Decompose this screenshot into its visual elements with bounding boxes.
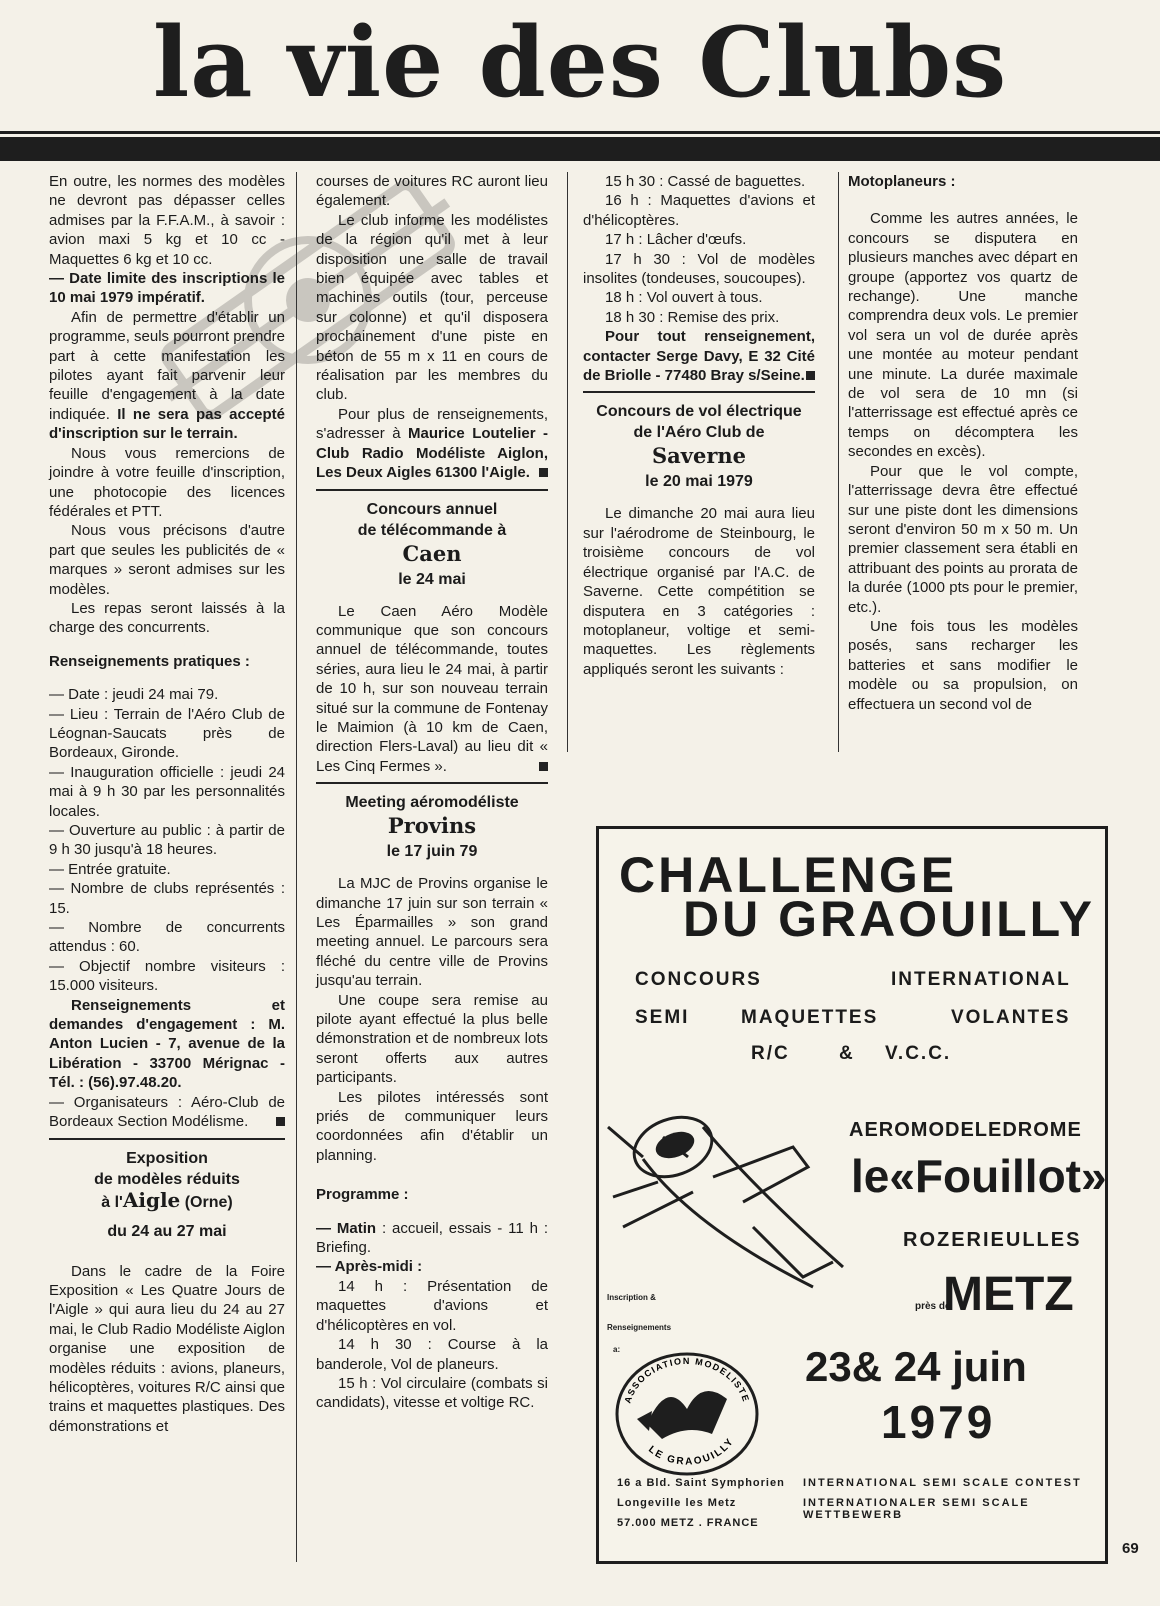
ad-inscription: Inscription & bbox=[607, 1293, 656, 1302]
paragraph: Une fois tous les modèles posés, sans recharger les batteries et sans modifier le modèle ou sa propulsion, on effectuera un second vol de bbox=[848, 617, 1078, 713]
list-item: — Entrée gratuite. bbox=[49, 860, 171, 878]
list-item: — Nombre de concurrents attendus : 60. bbox=[49, 919, 285, 956]
heading-date: du 24 au 27 mai bbox=[107, 1222, 227, 1240]
ad-title: CHALLENGE bbox=[619, 847, 958, 903]
heading-line: de modèles réduits bbox=[94, 1170, 240, 1188]
section-heading: Renseignements pratiques : bbox=[49, 652, 250, 670]
article-heading bbox=[316, 499, 548, 590]
paragraph: Les repas seront laissés à la charge des concurrents. bbox=[49, 599, 285, 637]
airplane-illustration-icon bbox=[603, 1087, 853, 1317]
ad-word: MAQUETTES bbox=[741, 1007, 879, 1028]
list-item: — Date : jeudi 24 mai 79. bbox=[49, 686, 219, 704]
column-2 bbox=[316, 172, 548, 1413]
ad-inscription: Renseignements bbox=[607, 1323, 672, 1332]
end-mark-icon bbox=[539, 762, 548, 771]
heading-line: Exposition bbox=[126, 1149, 208, 1167]
end-mark-icon bbox=[276, 1117, 285, 1126]
list-item: — Nombre de clubs représentés : 15. bbox=[49, 880, 285, 917]
heading-date: le 24 mai bbox=[398, 570, 466, 588]
divider bbox=[583, 391, 815, 393]
advertisement-challenge-graouilly bbox=[596, 826, 1108, 1564]
text: Pour tout renseignement, contacter Serge Davy, E 32 Cité de Briolle - 77480 Bray s/Seine. bbox=[583, 328, 815, 385]
paragraph: Nous vous précisons d'autre part que seules les publicités de « marques » seront admises sur les modèles. bbox=[49, 522, 285, 598]
ad-word: CONCOURS bbox=[635, 969, 762, 990]
section-heading: Programme : bbox=[316, 1186, 409, 1204]
ad-address: Longeville les Metz bbox=[617, 1497, 737, 1509]
list-item: — Inauguration officielle : jeudi 24 mai à 9 h 30 par les personnalités locales. bbox=[49, 763, 285, 820]
ad-venue: le«Fouillot» bbox=[851, 1150, 1107, 1202]
list-item bbox=[316, 1219, 548, 1258]
ad-pres: près de bbox=[915, 1301, 951, 1312]
column-separator bbox=[567, 172, 568, 752]
list-item: — Lieu : Terrain de l'Aéro Club de Léognan-Saucats près de Bordeaux, Gironde. bbox=[49, 705, 285, 762]
text: Il ne sera pas accepté d'inscription sur le terrain. bbox=[49, 405, 285, 443]
list-item: 15 h 30 : Cassé de baguettes. bbox=[605, 173, 806, 190]
list-item: 18 h 30 : Remise des prix. bbox=[605, 308, 780, 326]
heading-line: Concours de vol électrique bbox=[596, 403, 802, 421]
text: — Organisateurs : Aéro-Club de Bordeaux Section Modélisme. bbox=[49, 1093, 285, 1131]
article-heading bbox=[583, 401, 815, 492]
heading-line: de l'Aéro Club de bbox=[633, 424, 765, 442]
paragraph: Le dimanche 20 mai aura lieu sur l'aérodrome de Steinbourg, le troisième concours de vol électrique organisé par l'A.C. de Saverne. Cette compétition se disputera en 3 catégories : motoplaneur, voltige et semi-maquettes. Les règlements appliqués seront les suivants : bbox=[583, 505, 815, 678]
paragraph: Comme les autres années, le concours se disputera en plusieurs manches avec départ en groupe (apportez vos quartz de rechange). Une manche comprendra deux vols. Le premier vol sera un vol de durée après une montée au moteur pendant une minute. La durée maximale de vol sera de 10 mn (si l'atterrissage est effectué après ce temps on décomptera les secondes en excès). bbox=[848, 210, 1078, 461]
list-item: 14 h 30 : Course à la banderole, Vol de planeurs. bbox=[316, 1336, 548, 1373]
ad-word: R/C bbox=[751, 1043, 790, 1064]
heading-text: (Orne) bbox=[180, 1193, 233, 1211]
header-rule bbox=[0, 131, 1160, 161]
heading-line: de télécommande à bbox=[357, 521, 507, 539]
list-item: — Objectif nombre visiteurs : 15.000 visiteurs. bbox=[49, 957, 285, 995]
paragraph: Le club informe les modélistes de la région qu'il met à leur disposition une salle de travail bien équipée avec tables et machines outils (tour, perceuse sur colonne) et qu'il disposera prochainement d'une piste en béton de 55 m x 11 en cours de réalisation par les membres du club. bbox=[316, 211, 548, 404]
ad-inscription: a: bbox=[613, 1345, 621, 1354]
heading-date: le 20 mai 1979 bbox=[645, 473, 753, 491]
column-3 bbox=[583, 172, 815, 679]
page-number: 69 bbox=[1122, 1540, 1139, 1557]
ad-word: VOLANTES bbox=[951, 1007, 1071, 1028]
svg-text:ASSOCIATION MODELISTE bbox=[622, 1356, 751, 1405]
ad-contest: INTERNATIONALER SEMI SCALE WETTBEWERB bbox=[803, 1497, 1030, 1521]
heading-city: Aigle bbox=[122, 1187, 181, 1212]
list-item: — Ouverture au public : à partir de 9 h 30 jusqu'à 18 heures. bbox=[49, 822, 285, 859]
end-mark-icon bbox=[806, 371, 815, 380]
heading-city: Caen bbox=[402, 540, 462, 566]
heading-date: le 17 juin 79 bbox=[386, 843, 478, 861]
section-heading: Motoplaneurs : bbox=[848, 173, 956, 190]
list-item: — Après-midi : bbox=[316, 1258, 423, 1276]
list-item: 18 h : Vol ouvert à tous. bbox=[605, 289, 763, 307]
column-separator bbox=[838, 172, 839, 752]
paragraph: Nous vous remercions de joindre à votre feuille d'inscription, une photocopie des licences fédérales et PTT. bbox=[49, 444, 285, 520]
svg-text:LE GRAOUILLY bbox=[646, 1436, 737, 1468]
paragraph: La MJC de Provins organise le dimanche 17 juin sur son terrain « Les Éparmailles » son grand meeting annuel. Le parcours sera fléché du centre ville de Provins jusqu'au terrain. bbox=[316, 875, 548, 990]
logo-bottom-text: LE GRAOUILLY bbox=[646, 1435, 737, 1468]
page-title: la vie des Clubs bbox=[152, 6, 1008, 119]
ad-year: 1979 bbox=[881, 1396, 996, 1448]
paragraph: Pour que le vol compte, l'atterrissage devra être effectué sur une piste dont les dimensions seront d'environ 50 m x 50 m. Un premier classement sera établi en attribuant des points au prorata de la durée (1000 pts pour le premier, etc.). bbox=[848, 462, 1078, 616]
logo-top-text: ASSOCIATION MODELISTE bbox=[622, 1355, 752, 1405]
divider bbox=[316, 782, 548, 784]
paragraph bbox=[49, 1093, 285, 1132]
list-item: 15 h : Vol circulaire (combats si candidats), vitesse et voltige RC. bbox=[316, 1374, 548, 1412]
ad-address: 57.000 METZ . FRANCE bbox=[617, 1517, 759, 1529]
ad-word: V.C.C. bbox=[885, 1043, 952, 1064]
list-item: 16 h : Maquettes d'avions et d'hélicoptères. bbox=[583, 192, 815, 229]
ad-word: & bbox=[839, 1043, 855, 1064]
club-logo-icon bbox=[607, 1339, 767, 1479]
paragraph bbox=[316, 405, 548, 483]
list-item: 14 h : Présentation de maquettes d'avions et d'hélicoptères en vol. bbox=[316, 1277, 548, 1334]
list-item: 17 h 30 : Vol de modèles insolites (tondeuses, soucoupes). bbox=[583, 250, 815, 288]
ad-address: 16 a Bld. Saint Symphorien bbox=[617, 1477, 785, 1489]
heading-city: Saverne bbox=[651, 443, 747, 469]
divider bbox=[49, 1138, 285, 1140]
paragraph: Une coupe sera remise au pilote ayant effectué la plus belle démonstration et de nombreux lots seront offerts aux autres participants. bbox=[316, 991, 548, 1087]
article-heading bbox=[49, 1148, 285, 1242]
paragraph bbox=[49, 308, 285, 444]
paragraph bbox=[316, 602, 548, 777]
paragraph: Les pilotes intéressés sont priés de communiquer leurs coordonnées afin d'établir un planning. bbox=[316, 1088, 548, 1164]
ad-dates: 23& 24 juin bbox=[805, 1343, 1027, 1390]
paragraph: courses de voitures RC auront lieu également. bbox=[316, 173, 548, 210]
paragraph: Dans le cadre de la Foire Exposition « Les Quatre Jours de l'Aigle » qui aura lieu du 24 au 27 mai, le Club Radio Modéliste Aiglon organise une exposition de modèles réduits : avions, planeurs, hélicoptères, voitures R/C ainsi que trains et maquettes plastiques. Des démonstrations et bbox=[49, 1262, 285, 1435]
text: — Matin bbox=[316, 1219, 377, 1237]
text: Pour plus de renseignements, s'adresser à bbox=[316, 405, 548, 443]
column-4 bbox=[848, 172, 1078, 714]
ad-word: INTERNATIONAL bbox=[891, 969, 1071, 990]
end-mark-icon bbox=[539, 468, 548, 477]
text: Maurice Loutelier - Club Radio Modéliste Aiglon, Les Deux Aigles 61300 l'Aigle. bbox=[316, 425, 549, 482]
heading-line: Concours annuel bbox=[366, 500, 498, 518]
text: : accueil, essais - 11 h : Briefing. bbox=[316, 1219, 548, 1257]
article-heading bbox=[316, 792, 548, 862]
ad-contest: INTERNATIONAL SEMI SCALE CONTEST bbox=[803, 1477, 1082, 1489]
paragraph bbox=[583, 327, 815, 385]
column-separator bbox=[296, 172, 297, 1562]
list-item: 17 h : Lâcher d'œufs. bbox=[605, 231, 747, 249]
heading-city: Provins bbox=[387, 813, 477, 839]
heading-line: Meeting aéromodéliste bbox=[345, 794, 519, 812]
paragraph: En outre, les normes des modèles ne devront pas dépasser celles admises par la F.F.A.M., à savoir : avion maxi 5 kg et 10 cc - Maquettes 6 kg et 10 cc. bbox=[49, 173, 285, 268]
paragraph: — Date limite des inscriptions le 10 mai 1979 impératif. bbox=[49, 270, 285, 307]
text: Le Caen Aéro Modèle communique que son concours annuel de télécommande, toutes séries, aura lieu le 24 mai, à partir de 10 h, sur son nouveau terrain situé sur la commune de Fontenay le Maimion (à 10 km de Caen, direction Flers-Laval) au lieu dit « Les Cinq Fermes ». bbox=[316, 602, 548, 775]
column-1 bbox=[49, 172, 285, 1436]
heading-text: à l' bbox=[101, 1193, 123, 1211]
ad-title: DU GRAOUILLY bbox=[683, 891, 1095, 947]
ad-word: SEMI bbox=[635, 1007, 690, 1028]
text: Afin de permettre d'établir un programme, seuls pourront prendre part à cette manifestation les pilotes ayant fait parvenir leur feuille d'engagement à la date indiquée. bbox=[49, 308, 285, 423]
ad-town: ROZERIEULLES bbox=[903, 1229, 1082, 1251]
divider bbox=[316, 489, 548, 491]
ad-city: METZ bbox=[943, 1268, 1074, 1321]
ad-aerodrome: AEROMODELEDROME bbox=[849, 1119, 1082, 1141]
paragraph: Renseignements et demandes d'engagement : M. Anton Lucien - 7, avenue de la Libération - 33700 Mérignac - Tél. : (56).97.48.20. bbox=[49, 996, 285, 1092]
